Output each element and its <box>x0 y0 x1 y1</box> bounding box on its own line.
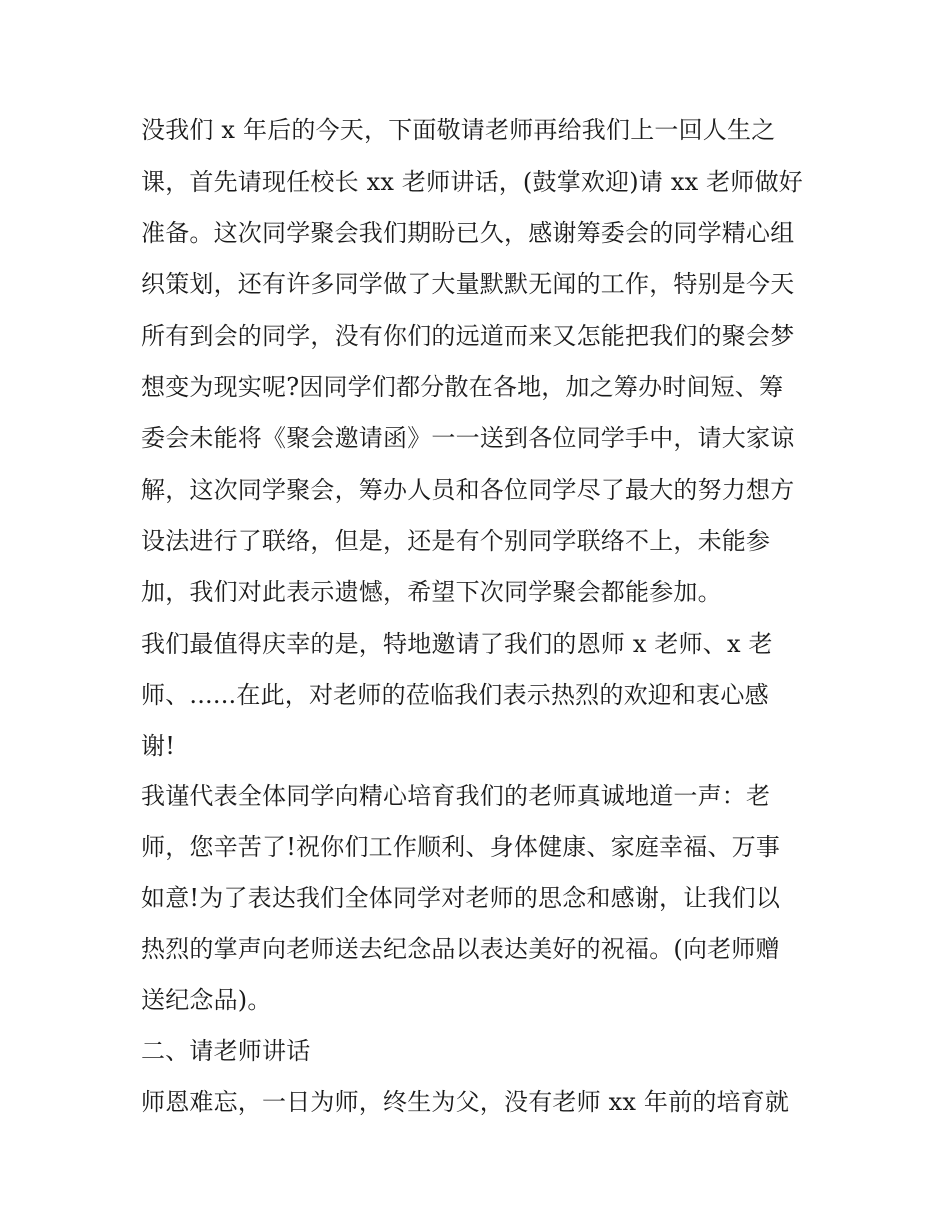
text-line: 师，您辛苦了!祝你们工作顺利、身体健康、家庭幸福、万事 <box>141 833 781 861</box>
text-line: 没我们 x 年后的今天，下面敬请老师再给我们上一回人生之 <box>141 116 776 144</box>
text-line: 我谨代表全体同学向精心培育我们的老师真诚地道一声：老 <box>141 782 771 810</box>
text-line: 织策划，还有许多同学做了大量默默无闻的工作，特别是今天 <box>141 270 795 298</box>
text-line: 课，首先请现任校长 xx 老师讲话，(鼓掌欢迎)请 xx 老师做好 <box>141 168 803 196</box>
text-line: 师恩难忘，一日为师，终生为父，没有老师 xx 年前的培育就 <box>141 1088 790 1116</box>
text-line: 解，这次同学聚会，筹办人员和各位同学尽了最大的努力想方 <box>141 476 795 504</box>
text-line: 准备。这次同学聚会我们期盼已久，感谢筹委会的同学精心组 <box>141 219 795 247</box>
text-line: 如意!为了表达我们全体同学对老师的思念和感谢，让我们以 <box>141 884 781 912</box>
text-line: 委会未能将《聚会邀请函》一一送到各位同学手中，请大家谅 <box>141 424 795 452</box>
section-heading: 二、请老师讲话 <box>141 1037 311 1065</box>
text-line: 送纪念品)。 <box>141 986 272 1014</box>
text-line: 师、......在此，对老师的莅临我们表示热烈的欢迎和衷心感 <box>141 681 769 709</box>
text-line: 想变为现实呢?因同学们都分散在各地，加之筹办时间短、筹 <box>141 373 784 401</box>
text-line: 设法进行了联络，但是，还是有个别同学联络不上，未能参 <box>141 527 771 555</box>
text-line: 我们最值得庆幸的是，特地邀请了我们的恩师 x 老师、x 老 <box>141 630 773 658</box>
text-line: 谢! <box>141 732 176 760</box>
text-line: 加，我们对此表示遗憾，希望下次同学聚会都能参加。 <box>141 578 722 606</box>
text-line: 所有到会的同学，没有你们的远道而来又怎能把我们的聚会梦 <box>141 322 795 350</box>
text-line: 热烈的掌声向老师送去纪念品以表达美好的祝福。(向老师赠 <box>141 935 780 963</box>
